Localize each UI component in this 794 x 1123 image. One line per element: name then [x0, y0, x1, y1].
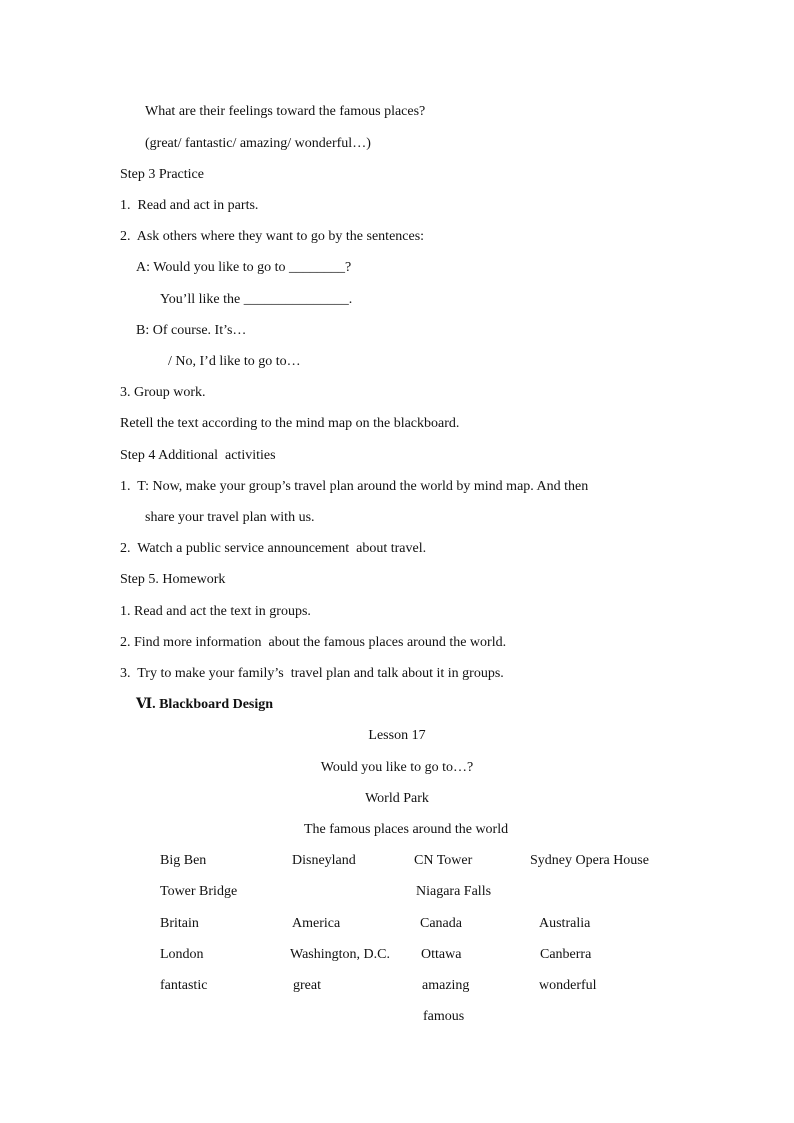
dialogue-line: A: Would you like to go to ________? — [136, 260, 352, 275]
grid-cell: amazing — [422, 978, 470, 993]
dialogue-line: / No, I’d like to go to… — [168, 354, 301, 369]
grid-cell: famous — [423, 1009, 465, 1024]
grid-cell: Ottawa — [421, 947, 462, 962]
blackboard-lesson: Lesson 17 — [368, 728, 426, 743]
list-item: 3. Group work. — [120, 385, 206, 400]
text-line: Retell the text according to the mind map on the blackboard. — [120, 416, 460, 431]
blackboard-question: Would you like to go to…? — [320, 760, 474, 775]
step-heading: Step 4 Additional activities — [120, 448, 276, 463]
grid-cell: Washington, D.C. — [290, 947, 390, 962]
list-item: 1. T: Now, make your group’s travel plan around the world by mind map. And then — [120, 479, 589, 494]
section-heading: Ⅵ. Blackboard Design — [136, 697, 274, 712]
grid-cell: Disneyland — [292, 853, 356, 868]
list-item: 3. Try to make your family’s travel plan and talk about it in groups. — [120, 666, 504, 681]
grid-cell: Canberra — [540, 947, 592, 962]
grid-cell: Britain — [160, 916, 199, 931]
dialogue-line: B: Of course. It’s… — [136, 323, 247, 338]
blackboard-park: World Park — [365, 791, 429, 806]
grid-cell: Tower Bridge — [160, 884, 238, 899]
blackboard-subtitle: The famous places around the world — [304, 822, 509, 837]
grid-cell: great — [293, 978, 321, 993]
list-item: 1. Read and act in parts. — [120, 198, 259, 213]
grid-cell: Niagara Falls — [416, 884, 492, 899]
list-item: 2. Watch a public service announcement about travel. — [120, 541, 427, 556]
grid-cell: CN Tower — [414, 853, 473, 868]
list-item: 2. Find more information about the famous places around the world. — [120, 635, 507, 650]
grid-cell: fantastic — [160, 978, 208, 993]
step-heading: Step 3 Practice — [120, 167, 204, 182]
grid-cell: London — [160, 947, 204, 962]
list-item: 1. Read and act the text in groups. — [120, 604, 311, 619]
text-line: share your travel plan with us. — [145, 510, 315, 525]
grid-cell: Big Ben — [160, 853, 207, 868]
grid-cell: Canada — [420, 916, 462, 931]
step-heading: Step 5. Homework — [120, 572, 226, 587]
text-line: What are their feelings toward the famous places? — [145, 104, 426, 119]
grid-cell: wonderful — [539, 978, 597, 993]
text-line: (great/ fantastic/ amazing/ wonderful…) — [145, 136, 371, 151]
grid-cell: America — [292, 916, 341, 931]
grid-cell: Australia — [539, 916, 591, 931]
list-item: 2. Ask others where they want to go by the sentences: — [120, 229, 425, 244]
grid-cell: Sydney Opera House — [530, 853, 649, 868]
dialogue-line: You’ll like the _______________. — [160, 292, 353, 307]
